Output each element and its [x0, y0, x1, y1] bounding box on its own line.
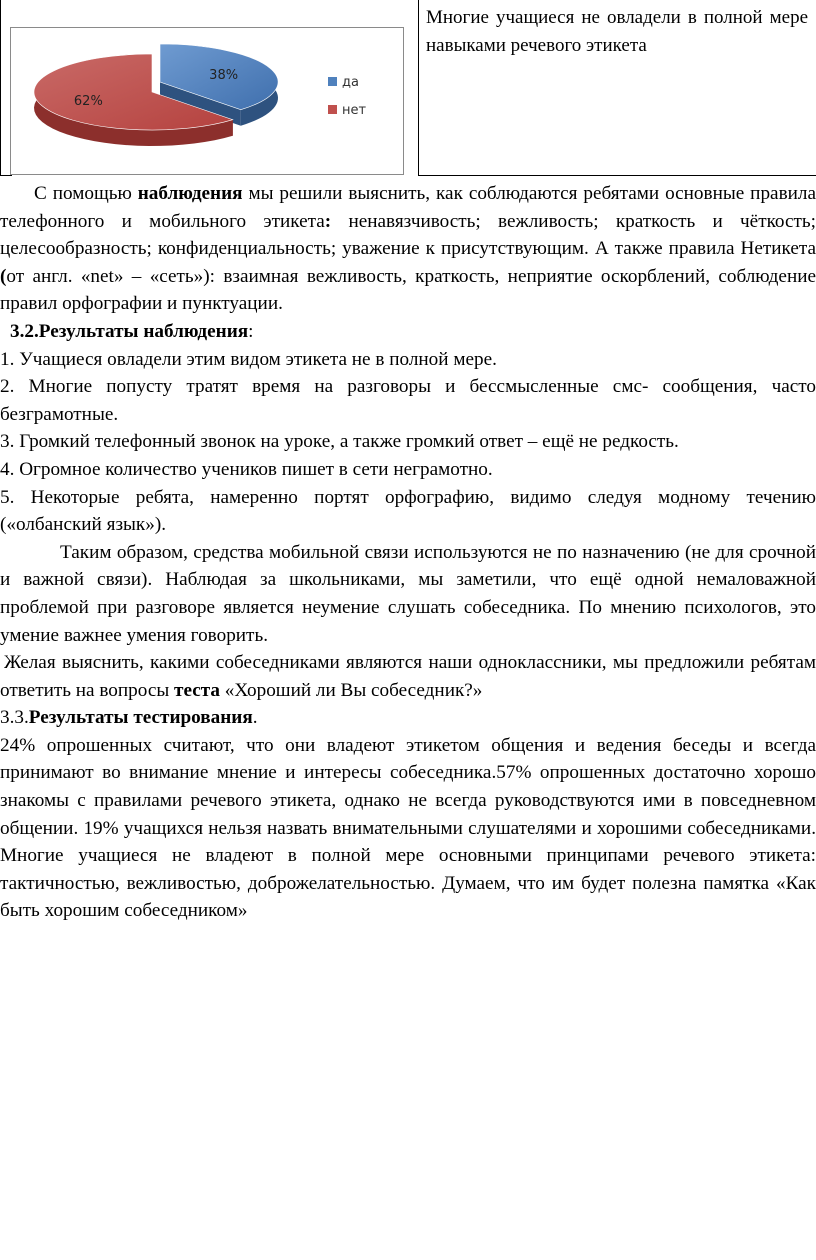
heading-test-results [0, 704, 816, 732]
pie-label-yes: 38% [209, 67, 239, 83]
paragraph-test-text-1: Желая выяснить, какими собеседниками являются наши одноклассники, мы предложили ребятам ответить на вопросы [0, 652, 816, 701]
list-item: 1. Учащиеся овладели этим видом этикета не в полной мере. [0, 348, 497, 370]
heading-observation-results-colon: : [248, 320, 254, 342]
table-border-bottom-left [0, 175, 12, 176]
paragraph-observation-text-3: ненавязчивость; вежливость; краткость и чёткость; целесообразность; конфиденциальность; уважение к присутствующим. А также правила Нетикета [0, 210, 816, 260]
paragraph-observation-bold-1: наблюдения [137, 183, 243, 204]
list-item: 3. Громкий телефонный звонок на уроке, а также громкий ответ – ещё не редкость. [0, 431, 679, 453]
table-caption-text: Многие учащиеся не овладели в полной мере навыками речевого этикета [426, 7, 808, 56]
heading-observation-results-bold: 3.2.Результаты наблюдения [10, 320, 249, 342]
top-table [0, 0, 816, 176]
table-border-bottom [418, 175, 816, 176]
list-item: 5. Некоторые ребята, намеренно портят орфографию, видимо следуя модному течению («олбанский язык»). [0, 486, 816, 536]
table-border-middle [418, 0, 419, 176]
heading-test-results-bold: Результаты тестирования [28, 707, 253, 729]
list-item: 2. Многие попусту тратят время на разговоры и бессмысленные смс- сообщения, часто безграмотные. [0, 376, 816, 425]
paragraph-test [0, 649, 816, 704]
heading-observation-results [0, 318, 816, 346]
paragraph-observation-bold-2: : [324, 210, 332, 232]
legend-swatch-no [328, 105, 337, 114]
legend-swatch-yes [328, 77, 337, 86]
paragraph-observation [0, 180, 816, 318]
legend-label-no: нет [342, 103, 367, 118]
heading-test-results-number: 3.3. [0, 707, 29, 729]
heading-test-results-dot: . [252, 707, 258, 729]
table-border-left [0, 0, 1, 176]
paragraph-observation-bold-3: ( [0, 265, 7, 287]
paragraph-test-bold: теста [174, 679, 220, 701]
body-text [0, 180, 816, 925]
paragraph-observation-text-4: от англ. «net» – «сеть»): взаимная вежливость, краткость, неприятие оскорблений, соблюдение правил орфографии и пунктуации. [0, 265, 816, 315]
pie-label-no: 62% [73, 94, 103, 110]
paragraph-test-text-2: «Хороший ли Вы собеседник?» [219, 679, 483, 701]
paragraph-conclusion: Таким образом, средства мобильной связи используются не по назначению (не для срочной и важной связи). Наблюдая за школьниками, мы заметили, что ещё одной немаловажной проблемой при разговоре является неумение слушать собеседника. По мнению психологов, это умение важнее умения говорить. [0, 541, 816, 646]
paragraph-observation-text-1: С помощью [34, 183, 138, 204]
pie-chart [10, 27, 404, 175]
paragraph-test-results: 24% опрошенных считают, что они владеют этикетом общения и ведения беседы и всегда принимают во внимание мнение и интересы собеседника.57% опрошенных достаточно хорошо знакомы с правилами речевого этикета, однако не всегда руководствуются ими в повседневном общении. 19% учащихся нельзя назвать внимательными слушателями и хорошими собеседниками. Многие учащиеся не владеют в полной мере основными принципами речевого этикета: тактичностью, вежливостью, доброжелательностью. Думаем, что им будет полезна памятка «Как быть хорошим собеседником» [0, 734, 816, 922]
list-item: 4. Огромное количество учеников пишет в сети неграмотно. [0, 458, 493, 480]
legend-label-yes: да [342, 75, 359, 90]
paragraph-observation-text-2: мы решили выяснить, как соблюдаются ребятами основные правила телефонного и мобильного этикета [0, 183, 816, 232]
